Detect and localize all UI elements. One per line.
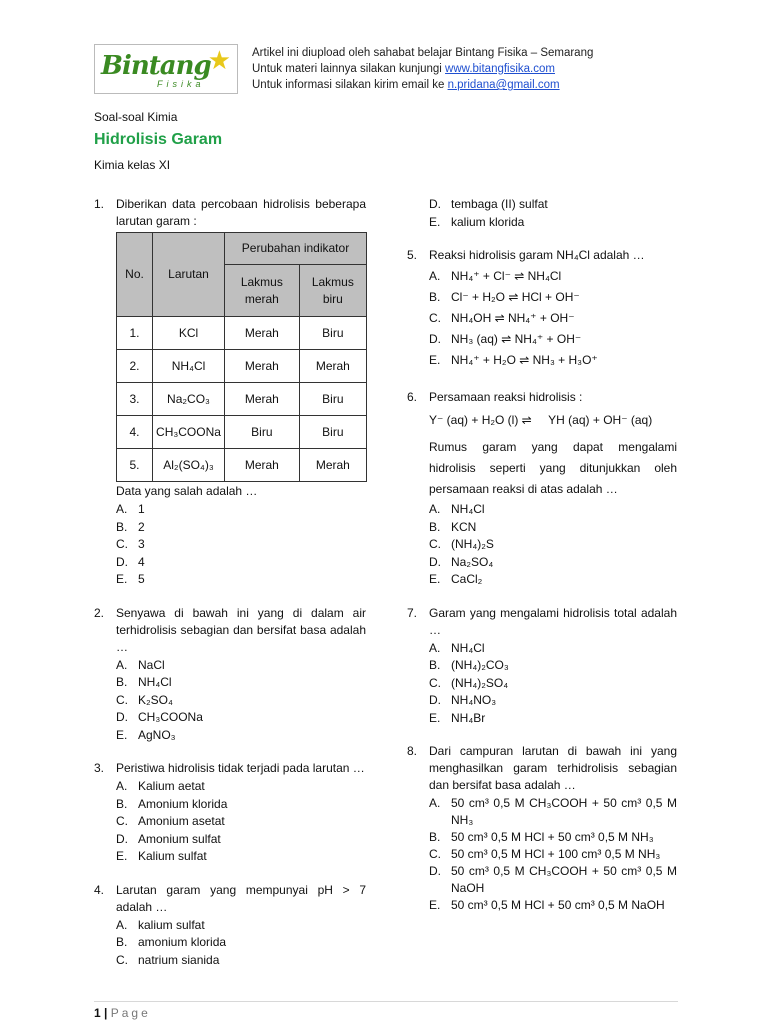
option-text: Cl⁻ + H₂O ⇌ HCl + OH⁻ <box>451 290 580 304</box>
option-b[interactable] <box>116 796 366 814</box>
option-text: tembaga (II) sulfat <box>451 197 548 211</box>
option-a[interactable] <box>429 795 677 829</box>
table-cell: Al₂(SO₄)₃ <box>153 449 225 482</box>
option-text: CaCl₂ <box>451 572 483 586</box>
option-letter: A. <box>116 779 128 793</box>
option-a[interactable] <box>429 501 677 519</box>
option-list <box>429 501 677 589</box>
option-text: NH₄Cl <box>138 675 172 689</box>
option-text: (NH₄)₂S <box>451 537 494 551</box>
question-number: 2. <box>94 605 105 620</box>
option-e[interactable] <box>116 727 366 745</box>
option-letter: D. <box>116 831 128 846</box>
logo <box>94 44 238 94</box>
question-number: 8. <box>407 744 418 758</box>
page-title: Hidrolisis Garam <box>94 131 223 148</box>
question-text: Persamaan reaksi hidrolisis : <box>429 390 583 404</box>
table-cell: NH₄Cl <box>153 350 225 383</box>
option-d[interactable] <box>429 554 677 572</box>
table-cell: Biru <box>299 383 366 416</box>
header-line-3 <box>252 77 593 93</box>
option-e[interactable] <box>429 897 677 914</box>
question-number: 3. <box>94 761 105 775</box>
header-line-2-text: Untuk materi lainnya silakan kunjungi <box>252 63 446 75</box>
question-text: Larutan garam yang mempunyai pH > 7 adalah … <box>116 882 366 914</box>
table-header-larutan: Larutan <box>153 233 225 317</box>
question-text: Senyawa di bawah ini yang di dalam air terhidrolisis sebagian dan bersifat basa adalah … <box>116 605 366 654</box>
option-list <box>429 268 677 373</box>
option-text: natrium sianida <box>138 952 220 967</box>
right-column <box>407 196 677 930</box>
option-e[interactable] <box>116 848 366 866</box>
question-text: Diberikan data percobaan hidrolisis beberapa larutan garam : <box>116 197 366 228</box>
option-text: Amonium sulfat <box>138 831 221 846</box>
option-text: NH₄NO₃ <box>451 693 497 707</box>
option-c[interactable] <box>116 952 366 970</box>
option-text: K₂SO₄ <box>138 692 173 707</box>
table-header-perubahan: Perubahan indikator <box>225 233 367 265</box>
option-text: 1 <box>138 502 145 516</box>
option-text: CH₃COONa <box>138 710 203 724</box>
option-d[interactable] <box>429 196 677 214</box>
option-text: 50 cm³ 0,5 M HCl + 50 cm³ 0,5 M NH₃ <box>451 830 654 844</box>
table-cell: CH₃COONa <box>153 416 225 449</box>
option-letter: A. <box>429 502 441 516</box>
table-row <box>117 383 367 416</box>
question-8 <box>407 743 677 914</box>
option-e[interactable] <box>429 710 677 728</box>
option-letter: D. <box>429 197 441 211</box>
table-cell: 1. <box>117 317 153 350</box>
option-text: 4 <box>138 554 145 569</box>
option-letter: E. <box>116 727 128 742</box>
option-text: NaCl <box>138 657 165 672</box>
table-row <box>117 416 367 449</box>
option-c[interactable] <box>429 310 677 331</box>
option-letter: A. <box>429 640 441 655</box>
table-cell: KCl <box>153 317 225 350</box>
question-3 <box>94 760 366 866</box>
footer-separator: | <box>104 1006 108 1020</box>
left-column <box>94 196 366 985</box>
option-text: (NH₄)₂CO₃ <box>451 658 509 672</box>
option-d[interactable] <box>116 831 366 849</box>
option-c[interactable] <box>429 846 677 863</box>
option-text: NH₄⁺ + Cl⁻ ⇌ NH₄Cl <box>451 269 562 283</box>
email-link[interactable]: n.pridana@gmail.com <box>447 79 560 91</box>
option-text: Kalium sulfat <box>138 849 207 863</box>
option-text: KCN <box>451 519 477 534</box>
option-text: NH₄Cl <box>451 640 485 655</box>
option-list <box>116 657 366 745</box>
table-cell: Biru <box>225 416 300 449</box>
option-text: Na₂SO₄ <box>451 554 494 569</box>
question-7 <box>407 605 677 728</box>
option-letter: D. <box>429 332 441 346</box>
website-link[interactable]: www.bitangfisika.com <box>445 63 555 75</box>
option-text: AgNO₃ <box>138 727 176 742</box>
question-number: 6. <box>407 390 418 404</box>
option-letter: E. <box>429 572 441 586</box>
option-b[interactable] <box>116 674 366 692</box>
option-d[interactable] <box>116 554 366 572</box>
option-letter: D. <box>429 554 441 569</box>
question-5 <box>407 247 677 373</box>
option-text: Kalium aetat <box>138 779 205 793</box>
option-letter: B. <box>429 830 441 844</box>
option-text: NH₄⁺ + H₂O ⇌ NH₃ + H₃O⁺ <box>451 353 598 367</box>
option-a[interactable] <box>116 657 366 675</box>
option-a[interactable] <box>116 501 366 519</box>
option-letter: D. <box>429 693 441 707</box>
option-b[interactable] <box>429 657 677 675</box>
table-cell: 5. <box>117 449 153 482</box>
option-text: amonium klorida <box>138 935 227 949</box>
question-text: Garam yang mengalami hidrolisis total adalah … <box>429 605 677 637</box>
option-b[interactable] <box>429 289 677 310</box>
option-a[interactable] <box>429 640 677 658</box>
page-footer <box>94 1006 151 1020</box>
option-text: 2 <box>138 519 145 534</box>
table-cell: Na₂CO₃ <box>153 383 225 416</box>
option-d[interactable] <box>429 331 677 352</box>
option-letter: C. <box>116 537 128 551</box>
option-letter: B. <box>116 935 128 949</box>
option-text: 50 cm³ 0,5 M HCl + 100 cm³ 0,5 M NH₃ <box>451 847 661 861</box>
option-letter: D. <box>116 710 128 724</box>
option-e[interactable] <box>429 352 677 373</box>
option-letter: C. <box>116 814 128 828</box>
option-text: NH₄Cl <box>451 502 485 516</box>
page-number: 1 <box>94 1006 101 1020</box>
option-letter: E. <box>429 898 441 912</box>
option-e[interactable] <box>429 214 677 232</box>
option-text: 50 cm³ 0,5 M CH₃COOH + 50 cm³ 0,5 M NH₃ <box>451 796 677 827</box>
option-list <box>429 640 677 728</box>
table-cell: 2. <box>117 350 153 383</box>
question-4-continued <box>407 196 677 231</box>
option-c[interactable] <box>116 813 366 831</box>
option-a[interactable] <box>116 778 366 796</box>
question-1 <box>94 196 366 589</box>
option-text: (NH₄)₂SO₄ <box>451 675 509 690</box>
star-icon: ★ <box>207 45 231 75</box>
header-line-2 <box>252 61 593 77</box>
option-letter: C. <box>429 675 441 690</box>
option-text: NH₄Br <box>451 710 486 725</box>
question-followup: Data yang salah adalah … <box>116 484 258 498</box>
table-cell: Merah <box>225 383 300 416</box>
option-text: kalium klorida <box>451 214 525 229</box>
question-4 <box>94 882 366 970</box>
option-letter: B. <box>116 675 128 689</box>
option-a[interactable] <box>429 268 677 289</box>
logo-subtext: Fisika <box>157 79 205 89</box>
question-number: 5. <box>407 248 418 262</box>
option-list <box>429 795 677 914</box>
option-letter: B. <box>429 658 441 672</box>
option-text: 50 cm³ 0,5 M CH₃COOH + 50 cm³ 0,5 M NaOH <box>451 864 677 895</box>
option-letter: C. <box>116 952 128 967</box>
option-c[interactable] <box>116 536 366 554</box>
option-letter: B. <box>116 519 128 534</box>
option-letter: A. <box>429 796 441 810</box>
option-letter: C. <box>429 311 441 325</box>
table-row <box>117 350 367 383</box>
option-letter: E. <box>429 353 441 367</box>
question-text: Reaksi hidrolisis garam NH₄Cl adalah … <box>429 248 645 262</box>
table-cell: Merah <box>299 449 366 482</box>
table-cell: 4. <box>117 416 153 449</box>
option-b[interactable] <box>429 519 677 537</box>
table-row <box>117 317 367 350</box>
option-list <box>116 917 366 970</box>
option-text: Amonium klorida <box>138 796 228 811</box>
option-d[interactable] <box>429 692 677 710</box>
table-cell: Merah <box>225 350 300 383</box>
option-letter: C. <box>116 692 128 707</box>
footer-divider <box>94 1001 678 1002</box>
option-c[interactable] <box>429 675 677 693</box>
page-label: Page <box>110 1006 151 1020</box>
option-letter: D. <box>116 554 128 569</box>
option-d[interactable] <box>429 863 677 897</box>
option-c[interactable] <box>429 536 677 554</box>
table-cell: Merah <box>225 449 300 482</box>
question-text: Peristiwa hidrolisis tidak terjadi pada larutan … <box>116 761 365 775</box>
option-list <box>116 778 366 866</box>
option-letter: A. <box>116 917 128 932</box>
question-6 <box>407 389 677 589</box>
table-cell: 3. <box>117 383 153 416</box>
doc-category: Soal-soal Kimia <box>94 110 178 124</box>
option-b[interactable] <box>429 829 677 846</box>
question-text: Dari campuran larutan di bawah ini yang menghasilkan garam terhidrolisis sebagian dan bersifat basa adalah … <box>429 744 677 792</box>
option-text: Amonium asetat <box>138 814 225 828</box>
option-b[interactable] <box>116 519 366 537</box>
option-letter: E. <box>429 214 441 229</box>
header-line-3-text: Untuk informasi silakan kirim email ke <box>252 79 448 91</box>
option-text: 3 <box>138 537 145 551</box>
table-header-no: No. <box>117 233 153 317</box>
header-line-1: Artikel ini diupload oleh sahabat belajar Bintang Fisika – Semarang <box>252 47 594 59</box>
table-cell: Biru <box>299 416 366 449</box>
option-letter: B. <box>429 519 441 534</box>
reaction-equation: Y⁻ (aq) + H₂O (l) ⇌ YH (aq) + OH⁻ (aq) <box>429 413 653 427</box>
option-letter: E. <box>116 572 128 586</box>
option-text: NH₄OH ⇌ NH₄⁺ + OH⁻ <box>451 311 575 325</box>
option-letter: B. <box>116 796 128 811</box>
doc-subtitle: Kimia kelas XI <box>94 158 171 172</box>
option-e[interactable] <box>116 571 366 589</box>
question-number: 1. <box>94 197 105 211</box>
option-letter: C. <box>429 847 441 861</box>
option-text: 50 cm³ 0,5 M HCl + 50 cm³ 0,5 M NaOH <box>451 898 665 912</box>
option-e[interactable] <box>429 571 677 589</box>
question-number: 7. <box>407 605 418 620</box>
option-c[interactable] <box>116 692 366 710</box>
option-letter: E. <box>116 849 128 863</box>
header-info <box>252 45 593 93</box>
question-text-2: Rumus garam yang dapat mengalami hidrolisis seperti yang ditunjukkan oleh persamaan reaksi di atas adalah … <box>429 440 677 496</box>
table-cell: Merah <box>225 317 300 350</box>
option-letter: A. <box>116 657 128 672</box>
table-cell: Merah <box>299 350 366 383</box>
option-text: NH₃ (aq) ⇌ NH₄⁺ + OH⁻ <box>451 332 582 346</box>
option-list <box>429 196 677 231</box>
option-letter: E. <box>429 710 441 725</box>
option-letter: D. <box>429 864 441 878</box>
data-table <box>116 232 367 482</box>
question-2 <box>94 605 366 745</box>
question-number: 4. <box>94 882 105 897</box>
logo-text: Bintang <box>101 51 211 81</box>
option-b[interactable] <box>116 934 366 952</box>
table-header-lakmus-merah: Lakmus merah <box>225 265 300 317</box>
option-letter: C. <box>429 537 441 551</box>
table-header-lakmus-biru: Lakmus biru <box>299 265 366 317</box>
table-cell: Biru <box>299 317 366 350</box>
option-letter: B. <box>429 290 441 304</box>
option-d[interactable] <box>116 709 366 727</box>
option-a[interactable] <box>116 917 366 935</box>
option-text: kalium sulfat <box>138 917 205 932</box>
option-list <box>116 501 366 589</box>
option-letter: A. <box>116 502 128 516</box>
table-row <box>117 449 367 482</box>
option-text: 5 <box>138 572 145 586</box>
option-letter: A. <box>429 269 441 283</box>
